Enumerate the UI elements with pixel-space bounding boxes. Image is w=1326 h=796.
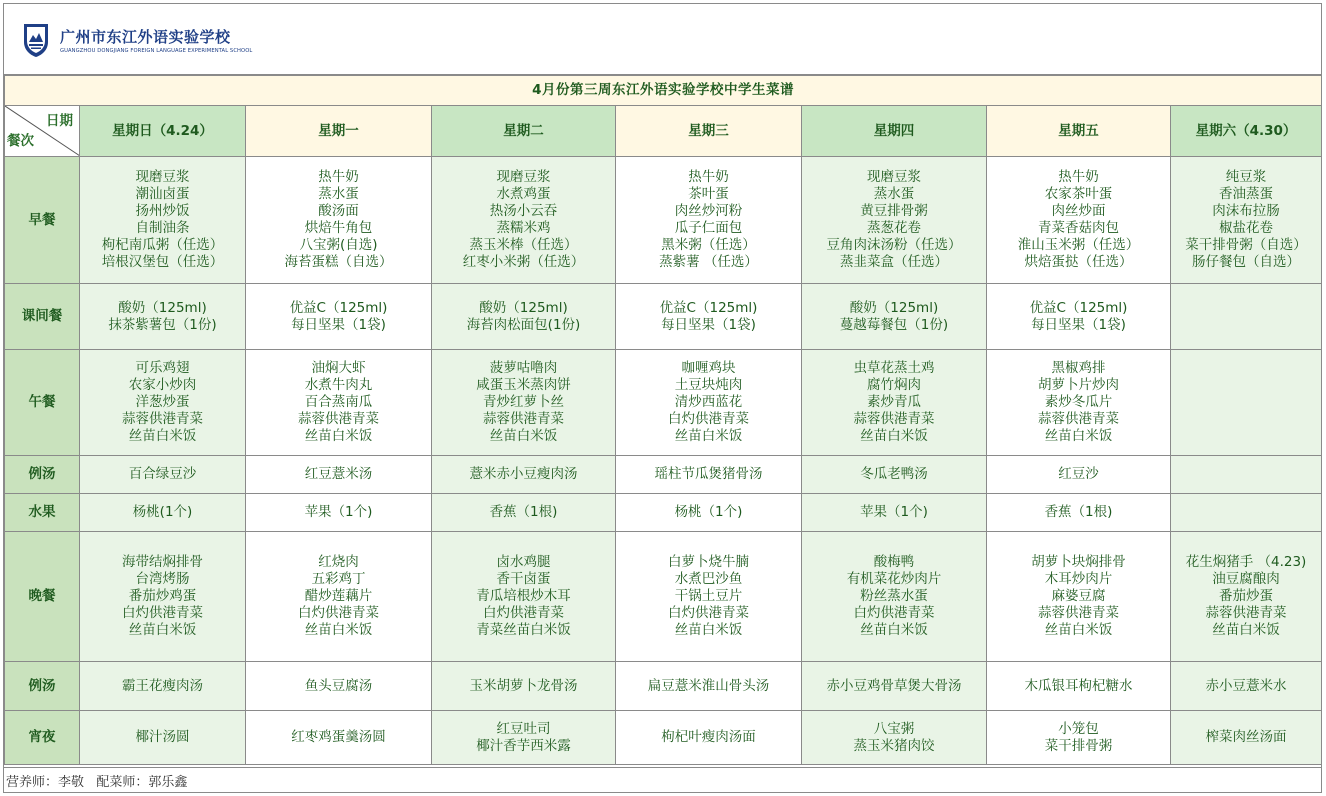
- menu-cell: [1171, 350, 1322, 456]
- menu-cell: [1171, 284, 1322, 350]
- dish-item: 椒盐花卷: [1219, 220, 1274, 236]
- menu-cell: [80, 532, 246, 662]
- dish-item: 枸杞叶瘦肉汤面: [661, 729, 756, 745]
- dish-item: 现磨豆浆: [867, 169, 921, 185]
- dish-item: 油焖大虾: [311, 360, 366, 376]
- day-header: 星期四: [802, 106, 987, 157]
- dish-item: 丝苗白米饭: [674, 622, 743, 638]
- menu-cell: [802, 456, 987, 494]
- dish-item: 蒜蓉供港青菜: [1038, 605, 1119, 621]
- dish-item: 肉沫布拉肠: [1212, 203, 1280, 219]
- menu-cell: [987, 662, 1171, 711]
- menu-cell: [246, 532, 432, 662]
- dish-item: 薏米赤小豆瘦肉汤: [469, 466, 578, 482]
- dish-item: 蔓越莓餐包（1份): [839, 316, 949, 333]
- dish-item: 青瓜培根炒木耳: [476, 588, 571, 604]
- menu-cell: [987, 532, 1171, 662]
- dish-item: 丝苗白米饭: [489, 428, 558, 444]
- dish-item: 素炒冬瓜片: [1044, 394, 1113, 410]
- menu-cell: [616, 662, 802, 711]
- dish-item: 蒸紫薯 （任选）: [659, 254, 758, 270]
- dish-item: 白萝卜烧牛腩: [668, 554, 749, 570]
- day-header: 星期日（4.24）: [80, 106, 246, 157]
- dish-item: 红枣小米粥（任选）: [462, 254, 585, 270]
- dish-item: 酸汤面: [318, 203, 359, 219]
- menu-cell: [246, 662, 432, 711]
- dish-item: 海苔蛋糕（自选）: [284, 254, 393, 270]
- dish-item: 白灼供港青菜: [668, 411, 749, 427]
- menu-cell: [80, 711, 246, 765]
- menu-cell: [1171, 711, 1322, 765]
- menu-cell: [246, 456, 432, 494]
- menu-cell: [987, 157, 1171, 284]
- dish-item: 木耳炒肉片: [1044, 571, 1113, 587]
- dish-item: 水煮牛肉丸: [304, 377, 373, 393]
- menu-cell: [80, 494, 246, 532]
- dish-item: 白灼供港青菜: [853, 605, 935, 621]
- menu-cell: [1171, 157, 1322, 284]
- dish-item: 小笼包: [1058, 720, 1099, 737]
- dish-item: 菜干排骨粥: [1044, 737, 1113, 754]
- dish-item: 红枣鸡蛋羹汤圆: [291, 729, 386, 745]
- dish-item: 自制油条: [135, 220, 190, 236]
- dish-item: 酸奶（125ml): [479, 299, 568, 316]
- dish-item: 椰汁香芋西米露: [476, 737, 571, 754]
- dish-item: 黑米粥（任选）: [661, 237, 756, 253]
- dish-item: 椰汁汤圆: [135, 729, 190, 745]
- meal-type-label: 例汤: [5, 456, 80, 494]
- meal-type-label: 水果: [5, 494, 80, 532]
- dish-item: 丝苗白米饭: [128, 428, 197, 444]
- dish-item: 纯豆浆: [1225, 169, 1267, 185]
- school-name: 广州市东江外语实验学校: [60, 28, 231, 46]
- school-logo-icon: [22, 22, 50, 58]
- dish-item: 丝苗白米饭: [304, 428, 373, 444]
- menu-cell: [616, 284, 802, 350]
- dish-item: 肠仔餐包（自选）: [1192, 254, 1301, 270]
- title-row: [5, 76, 1322, 106]
- dish-item: 醋炒莲藕片: [304, 588, 373, 604]
- dish-item: 红豆薏米汤: [304, 466, 373, 482]
- dish-item: 可乐鸡翅: [135, 360, 190, 376]
- dish-item: 海带结焖排骨: [122, 554, 203, 570]
- dish-item: 番茄炒蛋: [1219, 588, 1274, 604]
- menu-cell: [616, 711, 802, 765]
- meal-row: [5, 157, 1322, 284]
- meal-type-label: 晚餐: [5, 532, 80, 662]
- dish-item: 蒸糯米鸡: [496, 220, 551, 236]
- meal-row: [5, 284, 1322, 350]
- dish-item: 咖喱鸡块: [681, 360, 736, 376]
- menu-cell: [802, 711, 987, 765]
- meal-row: [5, 662, 1322, 711]
- day-header-row: [5, 106, 1322, 157]
- dish-item: 潮汕卤蛋: [135, 186, 190, 202]
- dish-item: 农家茶叶蛋: [1044, 186, 1113, 202]
- dish-item: 蒸葱花卷: [867, 220, 921, 236]
- dish-item: 清炒西蓝花: [674, 394, 743, 410]
- dish-item: 百合绿豆沙: [128, 466, 197, 482]
- dish-item: 霸王花瘦肉汤: [122, 677, 203, 694]
- dish-item: 每日坚果（1袋): [661, 316, 756, 333]
- dish-item: 白灼供港青菜: [122, 605, 203, 621]
- dish-item: 蒸水蛋: [318, 186, 359, 202]
- menu-cell: [80, 456, 246, 494]
- dish-item: 红豆沙: [1058, 466, 1099, 482]
- meal-type-label: 例汤: [5, 662, 80, 711]
- dish-item: 丝苗白米饭: [1212, 622, 1280, 638]
- menu-cell: [80, 284, 246, 350]
- date-label: 日期: [46, 113, 73, 129]
- dish-item: 花生焖猪手 （4.23): [1185, 554, 1307, 570]
- day-header: 星期二: [432, 106, 616, 157]
- dish-item: 优益C（125ml): [289, 299, 388, 316]
- dish-item: 榨菜肉丝汤面: [1205, 729, 1287, 745]
- dish-item: 香蕉（1根): [489, 504, 558, 520]
- dish-item: 青菜丝苗白米饭: [476, 622, 571, 638]
- dish-item: 丝苗白米饭: [128, 622, 197, 638]
- dish-item: 红豆吐司: [496, 720, 551, 737]
- dish-item: 蒜蓉供港青菜: [483, 411, 564, 427]
- menu-cell: [616, 494, 802, 532]
- meal-row: [5, 711, 1322, 765]
- meal-row: [5, 350, 1322, 456]
- meal-label: 餐次: [7, 133, 34, 149]
- dish-item: 丝苗白米饭: [304, 622, 373, 638]
- meal-type-label: 宵夜: [5, 711, 80, 765]
- dish-item: 白灼供港青菜: [668, 605, 749, 621]
- menu-cell: [802, 662, 987, 711]
- dish-item: 水煮巴沙鱼: [674, 571, 743, 587]
- dish-item: 每日坚果（1袋): [291, 316, 386, 333]
- dish-item: 洋葱炒蛋: [135, 394, 190, 410]
- menu-cell: [802, 350, 987, 456]
- menu-cell: [246, 494, 432, 532]
- dish-item: 酸梅鸭: [873, 554, 915, 570]
- dish-item: 热汤小云吞: [489, 203, 558, 219]
- menu-cell: [432, 284, 616, 350]
- staff-credits: 营养师：李敬 配菜师：郭乐鑫: [6, 775, 188, 790]
- dish-item: 白灼供港青菜: [298, 605, 379, 621]
- dish-item: 热牛奶: [1058, 169, 1099, 185]
- menu-cell: [616, 532, 802, 662]
- menu-cell: [1171, 662, 1322, 711]
- dish-item: 素炒青瓜: [867, 394, 921, 410]
- dish-item: 杨桃(1个): [132, 504, 193, 520]
- dish-item: 菜干排骨粥（自选）: [1185, 237, 1307, 253]
- dish-item: 瑶柱节瓜煲猪骨汤: [654, 466, 763, 482]
- dish-item: 香油蒸蛋: [1219, 186, 1274, 202]
- menu-cell: [616, 157, 802, 284]
- dish-item: 苹果（1个): [860, 504, 928, 520]
- menu-cell: [616, 456, 802, 494]
- meal-type-label: 早餐: [5, 157, 80, 284]
- dish-item: 热牛奶: [318, 169, 359, 185]
- menu-cell: [246, 711, 432, 765]
- dish-item: 丝苗白米饭: [1044, 428, 1113, 444]
- dish-item: 丝苗白米饭: [674, 428, 743, 444]
- menu-cell: [987, 456, 1171, 494]
- dish-item: 培根汉堡包（任选）: [101, 254, 224, 270]
- dish-item: 蒸玉米猪肉饺: [853, 737, 935, 754]
- dish-item: 茶叶蛋: [688, 186, 729, 202]
- dish-item: 蒸水蛋: [873, 186, 915, 202]
- dish-item: 酸奶（125ml): [849, 299, 939, 316]
- menu-cell: [432, 532, 616, 662]
- menu-title: 4月份第三周东江外语实验学校中学生菜谱: [5, 76, 1322, 106]
- dish-item: 优益C（125ml): [659, 299, 758, 316]
- menu-cell: [246, 157, 432, 284]
- dish-item: 冬瓜老鸭汤: [860, 466, 928, 482]
- dish-item: 赤小豆鸡骨草煲大骨汤: [826, 677, 962, 694]
- dish-item: 青菜香菇肉包: [1038, 220, 1119, 236]
- dish-item: 咸蛋玉米蒸肉饼: [476, 377, 571, 393]
- dish-item: 麻婆豆腐: [1051, 588, 1106, 604]
- dish-item: 现磨豆浆: [496, 169, 551, 185]
- dish-item: 蒜蓉供港青菜: [1205, 605, 1287, 621]
- dish-item: 瓜子仁面包: [674, 220, 743, 236]
- menu-cell: [1171, 532, 1322, 662]
- dish-item: 杨桃（1个): [674, 504, 743, 520]
- dish-item: 胡萝卜片炒肉: [1038, 377, 1119, 393]
- dish-item: 蒜蓉供港青菜: [298, 411, 379, 427]
- dish-item: 优益C（125ml): [1029, 299, 1128, 316]
- menu-cell: [80, 157, 246, 284]
- dish-item: 粉丝蒸水蛋: [860, 588, 928, 604]
- dish-item: 酸奶（125ml): [118, 299, 207, 316]
- dish-item: 白灼供港青菜: [483, 605, 564, 621]
- day-header: 星期六（4.30）: [1171, 106, 1322, 157]
- dish-item: 苹果（1个): [304, 504, 373, 520]
- menu-cell: [987, 494, 1171, 532]
- menu-cell: [987, 711, 1171, 765]
- menu-cell: [80, 350, 246, 456]
- menu-cell: [432, 662, 616, 711]
- menu-cell: [1171, 456, 1322, 494]
- menu-cell: [802, 532, 987, 662]
- dish-item: 海苔肉松面包(1份): [466, 316, 581, 333]
- menu-cell: [432, 456, 616, 494]
- dish-item: 虫草花蒸土鸡: [853, 360, 935, 376]
- dish-item: 烘焙蛋挞（任选）: [1024, 254, 1133, 270]
- dish-item: 肉丝炒河粉: [674, 203, 743, 219]
- dish-item: 台湾烤肠: [135, 571, 190, 587]
- dish-item: 丝苗白米饭: [1044, 622, 1113, 638]
- school-name-english: GUANGZHOU DONGJIANG FOREIGN LANGUAGE EXPERIMENTAL SCHOOL: [60, 48, 253, 54]
- dish-item: 菠萝咕噜肉: [489, 360, 558, 376]
- school-header: [4, 4, 1321, 75]
- dish-item: 青炒红萝卜丝: [483, 394, 564, 410]
- dish-item: 香干卤蛋: [496, 571, 551, 587]
- corner-header: [5, 106, 80, 157]
- menu-cell: [432, 711, 616, 765]
- dish-item: 豆角肉沫汤粉（任选）: [826, 237, 962, 253]
- menu-cell: [1171, 494, 1322, 532]
- dish-item: 腐竹焖肉: [867, 377, 921, 393]
- dish-item: 有机菜花炒肉片: [846, 571, 942, 587]
- meal-row: [5, 532, 1322, 662]
- footer: [4, 767, 1321, 793]
- meal-type-label: 午餐: [5, 350, 80, 456]
- dish-item: 赤小豆薏米水: [1205, 677, 1287, 694]
- menu-cell: [246, 284, 432, 350]
- menu-cell: [432, 157, 616, 284]
- menu-cell: [802, 157, 987, 284]
- menu-cell: [616, 350, 802, 456]
- dish-item: 枸杞南瓜粥（任选）: [101, 237, 224, 253]
- dish-item: 丝苗白米饭: [860, 622, 928, 638]
- dish-item: 热牛奶: [688, 169, 729, 185]
- menu-cell: [80, 662, 246, 711]
- dish-item: 扁豆薏米淮山骨头汤: [647, 677, 770, 694]
- dish-item: 丝苗白米饭: [860, 428, 928, 444]
- meal-row: [5, 494, 1322, 532]
- dish-item: 番茄炒鸡蛋: [128, 588, 197, 604]
- menu-cell: [432, 494, 616, 532]
- day-header: 星期一: [246, 106, 432, 157]
- dish-item: 抹茶紫薯包（1份): [108, 316, 217, 333]
- dish-item: 百合蒸南瓜: [304, 394, 373, 410]
- menu-cell: [432, 350, 616, 456]
- meal-row: [5, 456, 1322, 494]
- dish-item: 黑椒鸡排: [1051, 360, 1106, 376]
- dish-item: 木瓜银耳枸杞糖水: [1024, 677, 1133, 694]
- dish-item: 每日坚果（1袋): [1031, 316, 1126, 333]
- dish-item: 八宝粥: [873, 720, 915, 737]
- dish-item: 香蕉（1根): [1044, 504, 1113, 520]
- dish-item: 红烧肉: [318, 554, 359, 570]
- dish-item: 蒸韭菜盒（任选）: [840, 254, 948, 270]
- menu-cell: [802, 284, 987, 350]
- dish-item: 胡萝卜块焖排骨: [1031, 554, 1126, 570]
- dish-item: 蒜蓉供港青菜: [853, 411, 935, 427]
- dish-item: 八宝粥(自选): [299, 237, 378, 253]
- dish-item: 黄豆排骨粥: [860, 203, 928, 219]
- dish-item: 蒜蓉供港青菜: [1038, 411, 1119, 427]
- dish-item: 五彩鸡丁: [311, 571, 366, 587]
- dish-item: 肉丝炒面: [1051, 203, 1106, 219]
- meal-type-label: 课间餐: [5, 284, 80, 350]
- dish-item: 玉米胡萝卜龙骨汤: [469, 677, 578, 694]
- dish-item: 蒸玉米棒（任选）: [469, 237, 578, 253]
- dish-item: 油豆腐酿肉: [1212, 571, 1280, 587]
- menu-cell: [987, 284, 1171, 350]
- dish-item: 蒜蓉供港青菜: [122, 411, 203, 427]
- dish-item: 鱼头豆腐汤: [304, 677, 373, 694]
- dish-item: 卤水鸡腿: [496, 554, 551, 570]
- dish-item: 干锅土豆片: [674, 588, 743, 604]
- menu-cell: [802, 494, 987, 532]
- dish-item: 扬州炒饭: [135, 203, 190, 219]
- dish-item: 土豆块炖肉: [674, 377, 743, 393]
- day-header: 星期五: [987, 106, 1171, 157]
- dish-item: 烘焙牛角包: [304, 220, 373, 236]
- day-header: 星期三: [616, 106, 802, 157]
- dish-item: 农家小炒肉: [128, 377, 197, 393]
- dish-item: 水煮鸡蛋: [496, 186, 551, 202]
- menu-table: [4, 75, 1322, 765]
- dish-item: 现磨豆浆: [135, 169, 190, 185]
- menu-cell: [987, 350, 1171, 456]
- dish-item: 淮山玉米粥（任选）: [1017, 237, 1140, 253]
- menu-cell: [246, 350, 432, 456]
